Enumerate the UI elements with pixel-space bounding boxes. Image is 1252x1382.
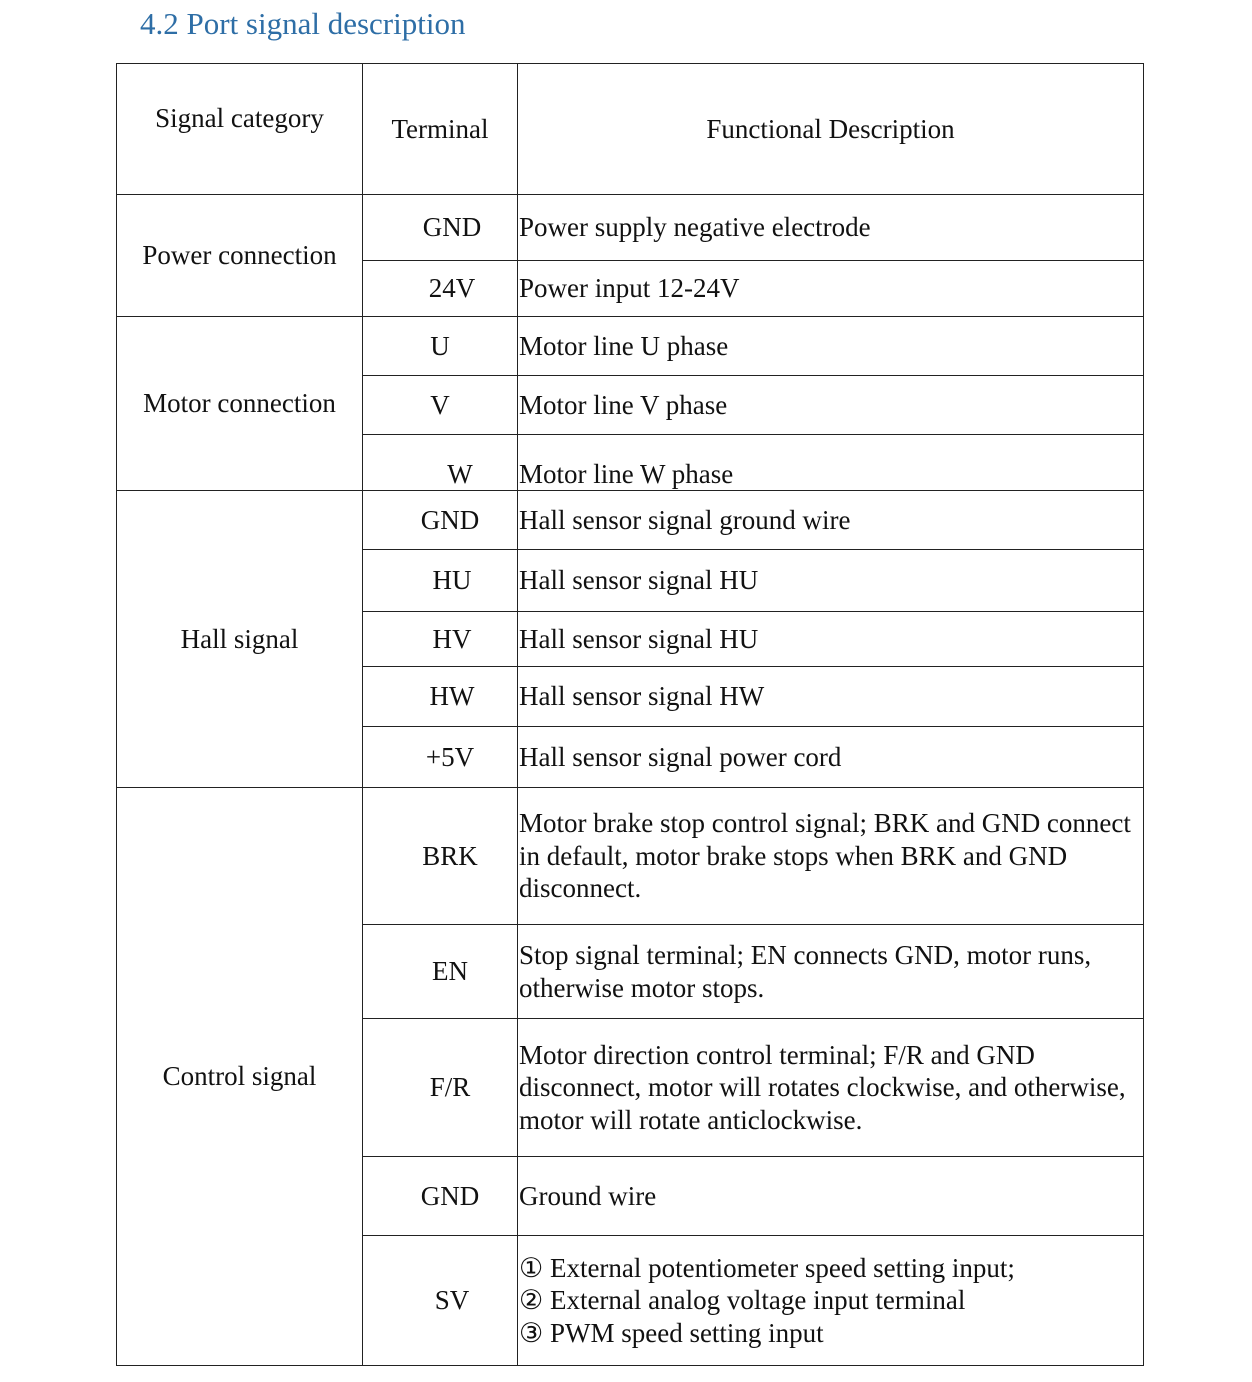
terminal-cell: GND (363, 1157, 518, 1236)
description-cell: Power supply negative electrode (518, 195, 1144, 261)
description-cell: Hall sensor signal power cord (518, 727, 1144, 788)
description-cell: Motor brake stop control signal; BRK and GND connect in default, motor brake stops when BRK and GND disconnect. (518, 788, 1144, 925)
terminal-cell: U (363, 317, 518, 376)
description-cell (518, 1236, 1144, 1366)
terminal-cell: GND (363, 195, 518, 261)
description-cell: Motor line W phase (518, 435, 1144, 491)
terminal-cell: +5V (363, 727, 518, 788)
table-row (117, 317, 1144, 376)
description-cell: Hall sensor signal ground wire (518, 491, 1144, 550)
table-row (117, 788, 1144, 925)
terminal-cell: 24V (363, 261, 518, 317)
terminal-cell: GND (363, 491, 518, 550)
description-cell: Stop signal terminal; EN connects GND, motor runs, otherwise motor stops. (518, 925, 1144, 1019)
table-row (117, 195, 1144, 261)
terminal-cell: F/R (363, 1019, 518, 1157)
terminal-cell: BRK (363, 788, 518, 925)
terminal-cell: EN (363, 925, 518, 1019)
terminal-cell: W (363, 435, 518, 491)
header-terminal: Terminal (363, 64, 518, 195)
description-cell: Ground wire (518, 1157, 1144, 1236)
terminal-cell: HV (363, 612, 518, 667)
description-line: ③ PWM speed setting input (519, 1317, 824, 1348)
category-cell: Hall signal (117, 491, 363, 788)
category-cell: Motor connection (117, 317, 363, 491)
description-cell: Hall sensor signal HW (518, 667, 1144, 727)
description-line: ① External potentiometer speed setting input; (519, 1252, 1015, 1283)
description-cell: Motor line U phase (518, 317, 1144, 376)
category-cell: Control signal (117, 788, 363, 1366)
header-functional-description: Functional Description (518, 64, 1144, 195)
terminal-cell: SV (363, 1236, 518, 1366)
description-cell: Motor line V phase (518, 376, 1144, 435)
terminal-cell: V (363, 376, 518, 435)
description-cell: Power input 12-24V (518, 261, 1144, 317)
terminal-cell: HU (363, 550, 518, 612)
description-cell: Hall sensor signal HU (518, 550, 1144, 612)
category-cell: Power connection (117, 195, 363, 317)
description-line: ② External analog voltage input terminal (519, 1285, 966, 1316)
table-row (117, 491, 1144, 550)
terminal-cell: HW (363, 667, 518, 727)
header-signal-category: Signal category (117, 64, 363, 195)
port-signal-table (116, 63, 1144, 1366)
description-cell: Motor direction control terminal; F/R and GND disconnect, motor will rotates clockwise, and otherwise, motor will rotate anticlockwise. (518, 1019, 1144, 1157)
description-cell: Hall sensor signal HU (518, 612, 1144, 667)
table-header-row (117, 64, 1144, 195)
section-title: 4.2 Port signal description (140, 6, 466, 41)
